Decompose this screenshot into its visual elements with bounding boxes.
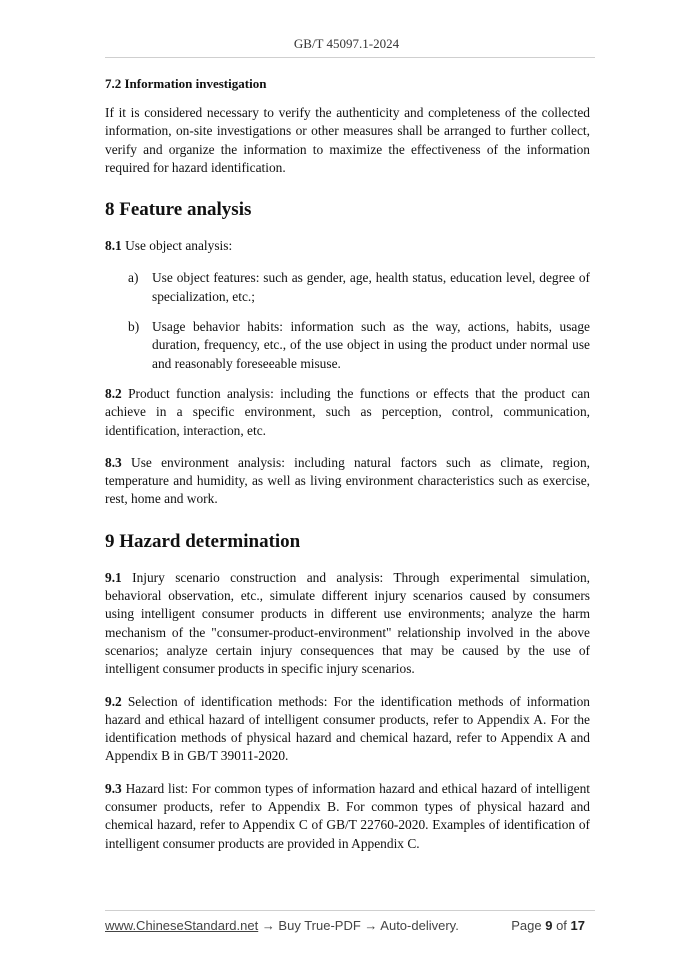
page-number <box>511 918 585 933</box>
clause-number: 9.3 <box>105 780 122 796</box>
page-total: 17 <box>570 918 585 933</box>
clause-text: Injury scenario construction and analysis: Through experimental simulation, behavioral observation, etc., simulate different injury scenarios caused by consumers using intelligent consumer products in different use environments; analyze the harm mechanism of the "consumer-product-environment" relationship involved in the above scenarios; analyze certain injury consequences that may be caused by the use of intelligent consumer products in specific injury scenarios. <box>105 569 590 677</box>
clause-9-3 <box>105 780 590 853</box>
clause-8-3 <box>105 454 590 509</box>
clause-text: Hazard list: For common types of information hazard and ethical hazard of intelligent consumer products, refer to Appendix B. For common types of physical hazard and chemical hazard, refer to Appendix C of GB/T 22760-2020. Examples of identification of intelligent consumer products are provided in Appendix C. <box>105 780 590 851</box>
heading-7-2: 7.2 Information investigation <box>105 76 267 91</box>
clause-number: 8.2 <box>105 385 122 401</box>
clause-number: 8.3 <box>105 454 122 470</box>
clause-9-2 <box>105 693 590 766</box>
clause-number: 8.1 <box>105 238 122 254</box>
paragraph-7-2: If it is considered necessary to verify the authenticity and completeness of the collected information, on-site investigations or other measures shall be arranged to further collect, verify and organize the information to maximize the effectiveness of the information required for hazard identification. <box>105 105 590 175</box>
list-marker: b) <box>128 319 140 335</box>
clause-text: Product function analysis: including the functions or effects that the product can achieve in a specific environment, such as perception, control, communication, identification, interaction, etc. <box>105 385 590 438</box>
clause-text: Use environment analysis: including natural factors such as climate, region, temperature and humidity, as well as living environment characteristics such as exercise, rest, home and work. <box>105 454 590 507</box>
clause-text: Selection of identification methods: For the identification methods of information hazard and ethical hazard of intelligent consumer products, refer to Appendix A. For the identification methods of physical hazard and chemical hazard, refer to Appendix A and Appendix B in GB/T 39011-2020. <box>105 693 590 764</box>
list-8-1 <box>105 269 590 372</box>
list-item <box>105 269 590 306</box>
clause-number: 9.2 <box>105 693 122 709</box>
list-item <box>105 318 590 373</box>
clause-9-1 <box>105 569 590 679</box>
clause-text: Use object analysis: <box>121 238 233 254</box>
page-footer <box>105 918 585 933</box>
website-link[interactable]: www.ChineseStandard.net <box>105 918 259 933</box>
footer-tagline: → Buy True-PDF → Auto-delivery. <box>258 918 459 933</box>
list-item-text: Usage behavior habits: information such as the way, actions, habits, usage duration, frequency, etc., of the use object in using the product under normal use and reasonably foreseeable misuse. <box>152 319 590 371</box>
clause-number: 9.1 <box>105 569 122 585</box>
heading-section-9: 9 Hazard determination <box>105 530 301 552</box>
footer-divider <box>105 910 595 911</box>
page-content <box>105 76 590 867</box>
page-current: 9 <box>545 918 553 933</box>
clause-8-2 <box>105 385 590 440</box>
page-label: Page <box>511 918 542 933</box>
list-marker: a) <box>128 270 139 286</box>
heading-section-8: 8 Feature analysis <box>105 199 252 221</box>
standard-code-header: GB/T 45097.1-2024 <box>293 36 400 51</box>
clause-8-1 <box>105 237 590 255</box>
page-of: of <box>556 918 567 933</box>
header-divider <box>105 57 595 58</box>
list-item-text: Use object features: such as gender, age, health status, education level, degree of specialization, etc.; <box>152 270 590 304</box>
